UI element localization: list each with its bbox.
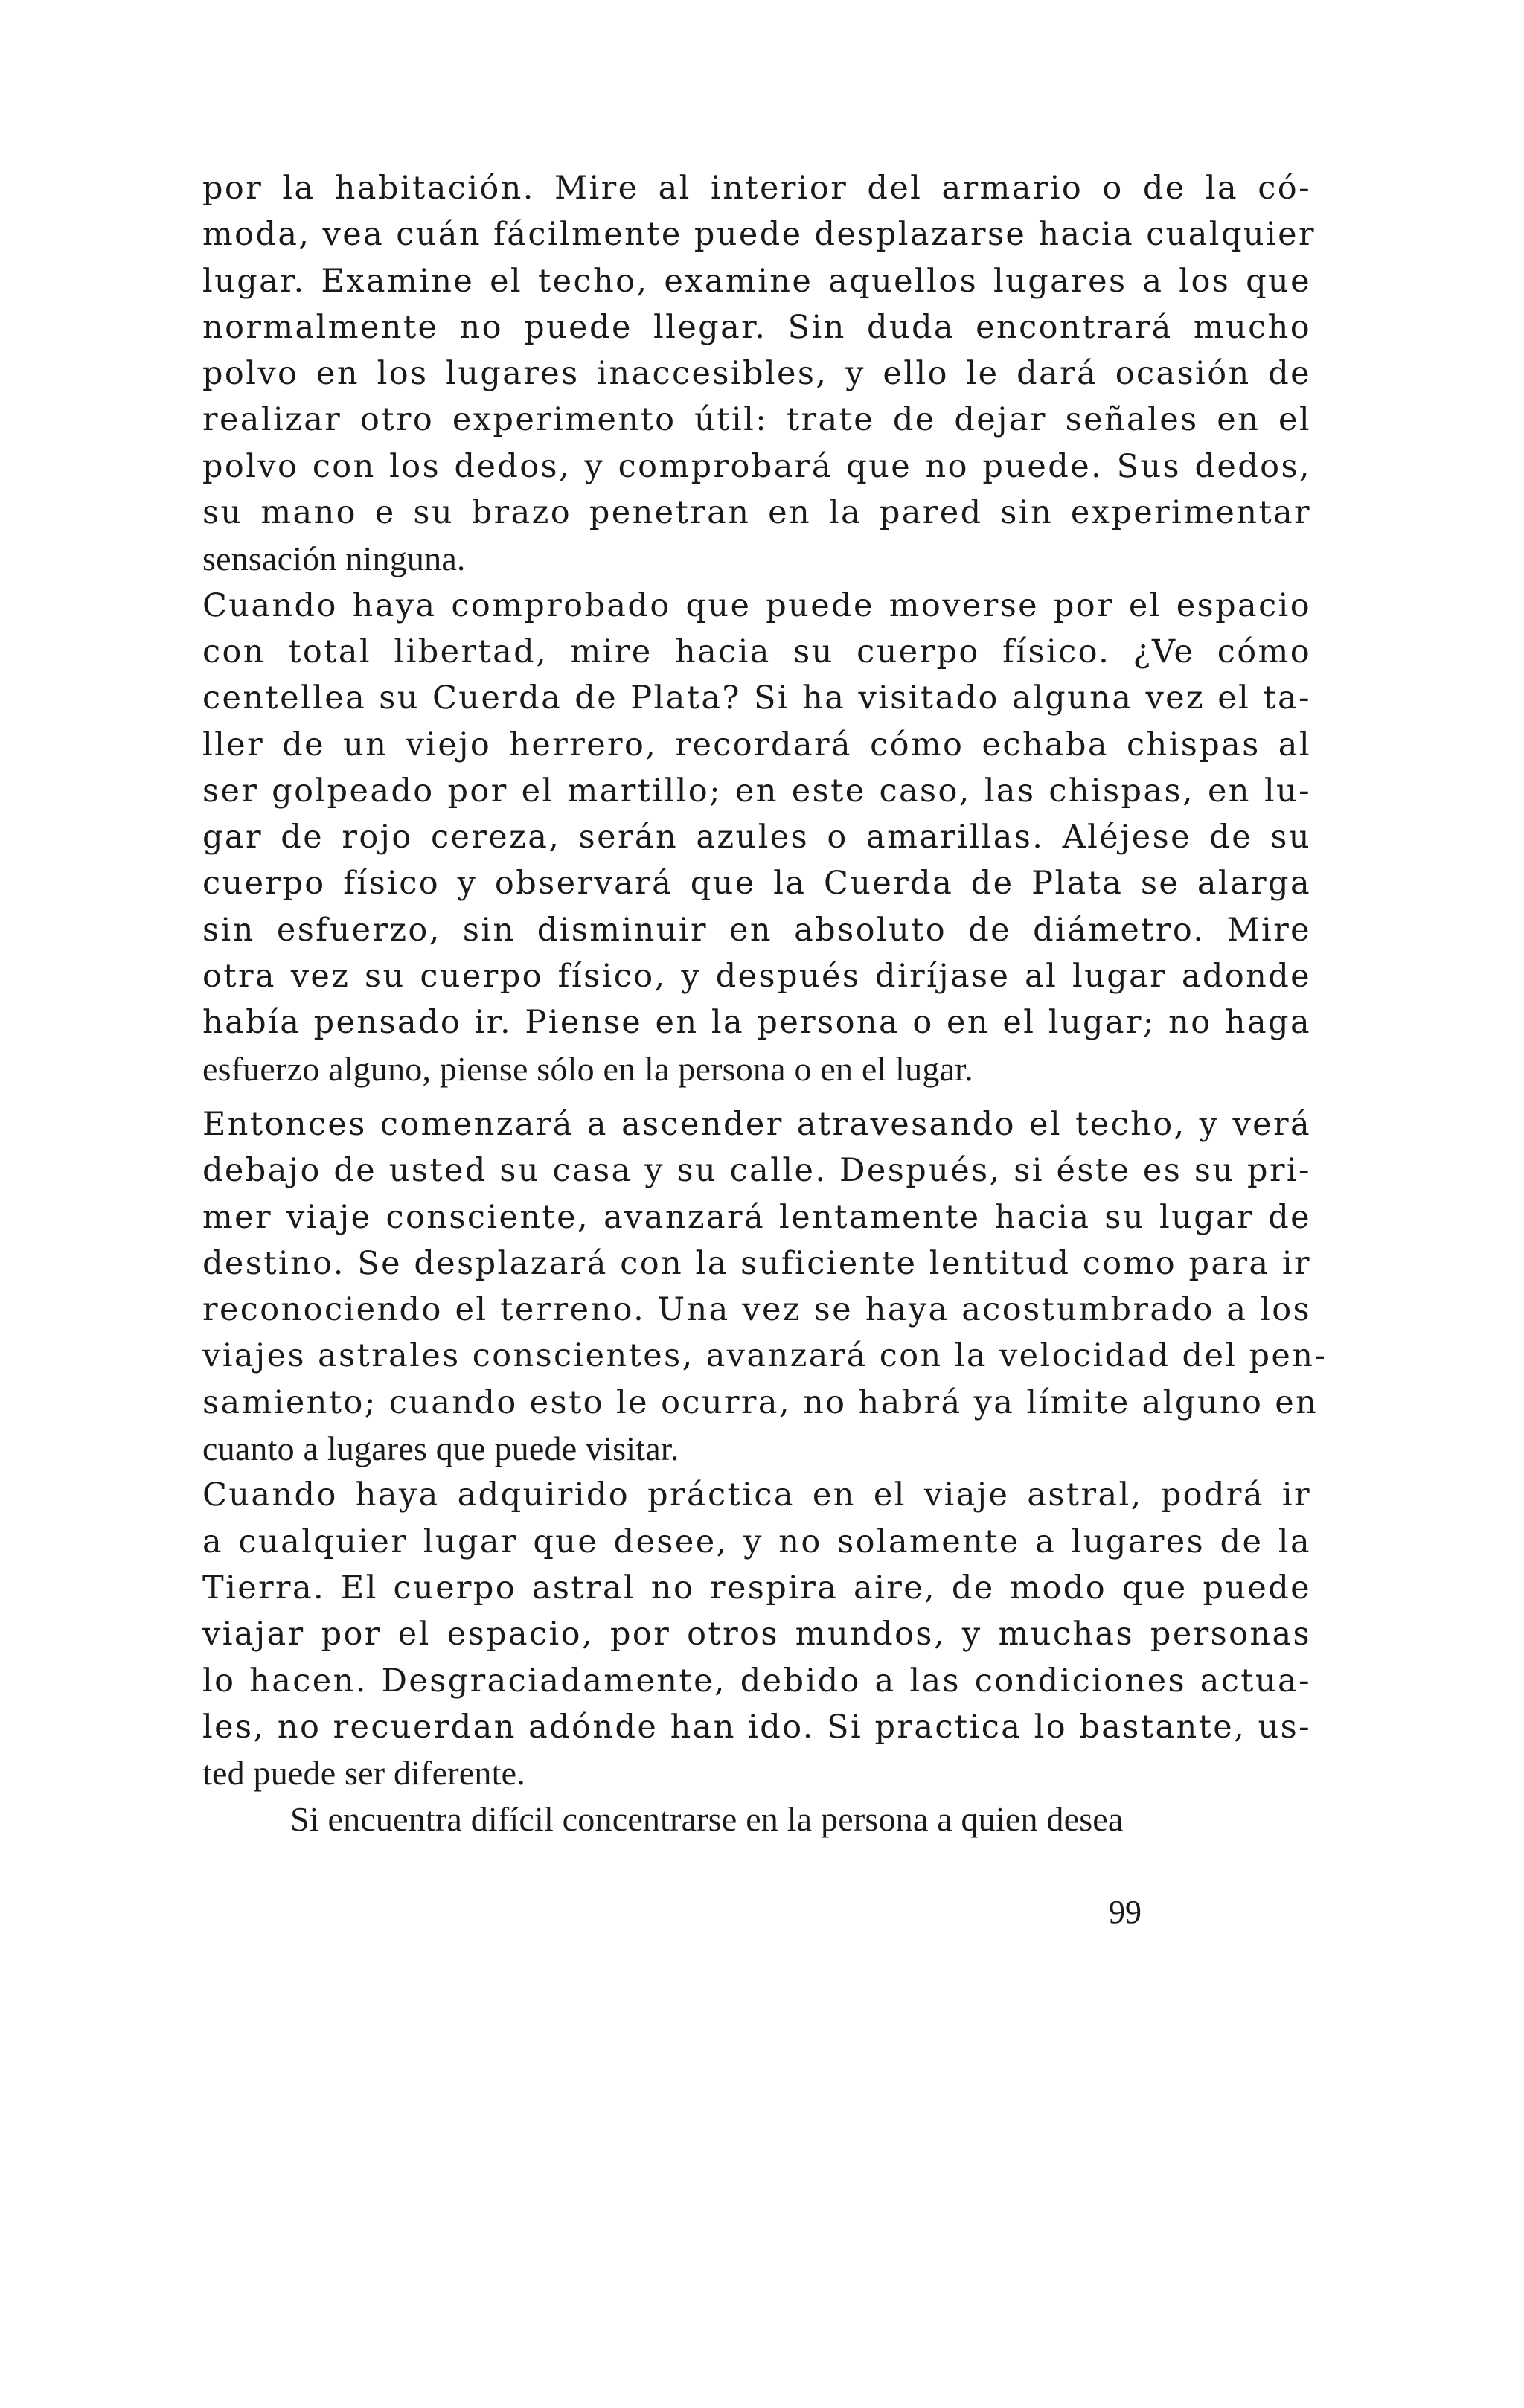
text-line: Tierra. El cuerpo astral no respira aire, de modo que puede: [202, 1569, 1311, 1607]
text-line: Cuando haya comprobado que puede moverse por el espacio: [202, 586, 1311, 624]
text-line: les, no recuerdan adónde han ido. Si practica lo bastante, us-: [202, 1708, 1311, 1746]
text-line: realizar otro experimento útil: trate de dejar señales en el: [202, 401, 1311, 439]
text-line: cuerpo físico y observará que la Cuerda de Plata se alarga: [202, 865, 1311, 903]
text-line: Entonces comenzará a ascender atravesando el techo, y verá: [202, 1105, 1311, 1143]
text-line: destino. Se desplazará con la suficiente lentitud como para ir: [202, 1244, 1311, 1282]
text-line: a cualquier lugar que desee, y no solamente a lugares de la: [202, 1522, 1311, 1560]
text-line: Cuando haya adquirido práctica en el viaje astral, podrá ir: [202, 1476, 1311, 1514]
text-line: lugar. Examine el techo, examine aquellos lugares a los que: [202, 262, 1311, 300]
text-line: viajar por el espacio, por otros mundos, y muchas personas: [202, 1616, 1311, 1653]
text-line: otra vez su cuerpo físico, y después diríjase al lugar adonde: [202, 958, 1311, 996]
text-line: había pensado ir. Piense en la persona o en el lugar; no haga: [202, 1004, 1311, 1042]
text-line: reconociendo el terreno. Una vez se haya acostumbrado a los: [202, 1291, 1311, 1329]
text-line: su mano e su brazo penetran en la pared sin experimentar: [202, 494, 1311, 532]
text-line: gar de rojo cereza, serán azules o amarillas. Aléjese de su: [202, 819, 1311, 856]
text-line: Si encuentra difícil concentrarse en la persona a quien desea: [290, 1800, 1124, 1839]
text-line: lo hacen. Desgraciadamente, debido a las condiciones actua-: [202, 1662, 1311, 1700]
text-line: esfuerzo alguno, piense sólo en la persona o en el lugar.: [202, 1049, 973, 1088]
text-line: mer viaje consciente, avanzará lentamente hacia su lugar de: [202, 1198, 1311, 1236]
text-line: centellea su Cuerda de Plata? Si ha visitado alguna vez el ta-: [202, 679, 1311, 717]
text-line: viajes astrales conscientes, avanzará con la velocidad del pen-: [202, 1337, 1328, 1375]
text-line: normalmente no puede llegar. Sin duda encontrará mucho: [202, 308, 1311, 346]
text-line: con total libertad, mire hacia su cuerpo físico. ¿Ve cómo: [202, 633, 1311, 670]
body-text: [202, 165, 1328, 1843]
text-line: ller de un viejo herrero, recordará cómo echaba chispas al: [202, 726, 1311, 763]
text-line: debajo de usted su casa y su calle. Después, si éste es su pri-: [202, 1152, 1311, 1190]
text-line: samiento; cuando esto le ocurra, no habrá ya límite alguno en: [202, 1383, 1319, 1421]
text-line: por la habitación. Mire al interior del armario o de la có-: [202, 170, 1311, 207]
text-line: sensación ninguna.: [202, 539, 466, 578]
text-line: ser golpeado por el martillo; en este caso, las chispas, en lu-: [202, 772, 1311, 810]
page-number: 99: [1109, 1894, 1142, 1930]
text-line: polvo en los lugares inaccesibles, y ello le dará ocasión de: [202, 355, 1311, 393]
text-line: sin esfuerzo, sin disminuir en absoluto de diámetro. Mire: [202, 911, 1311, 949]
text-line: polvo con los dedos, y comprobará que no puede. Sus dedos,: [202, 447, 1311, 485]
text-line: moda, vea cuán fácilmente puede desplazarse hacia cualquier: [202, 216, 1316, 254]
text-line: cuanto a lugares que puede visitar.: [202, 1429, 679, 1468]
text-line: ted puede ser diferente.: [202, 1754, 525, 1793]
